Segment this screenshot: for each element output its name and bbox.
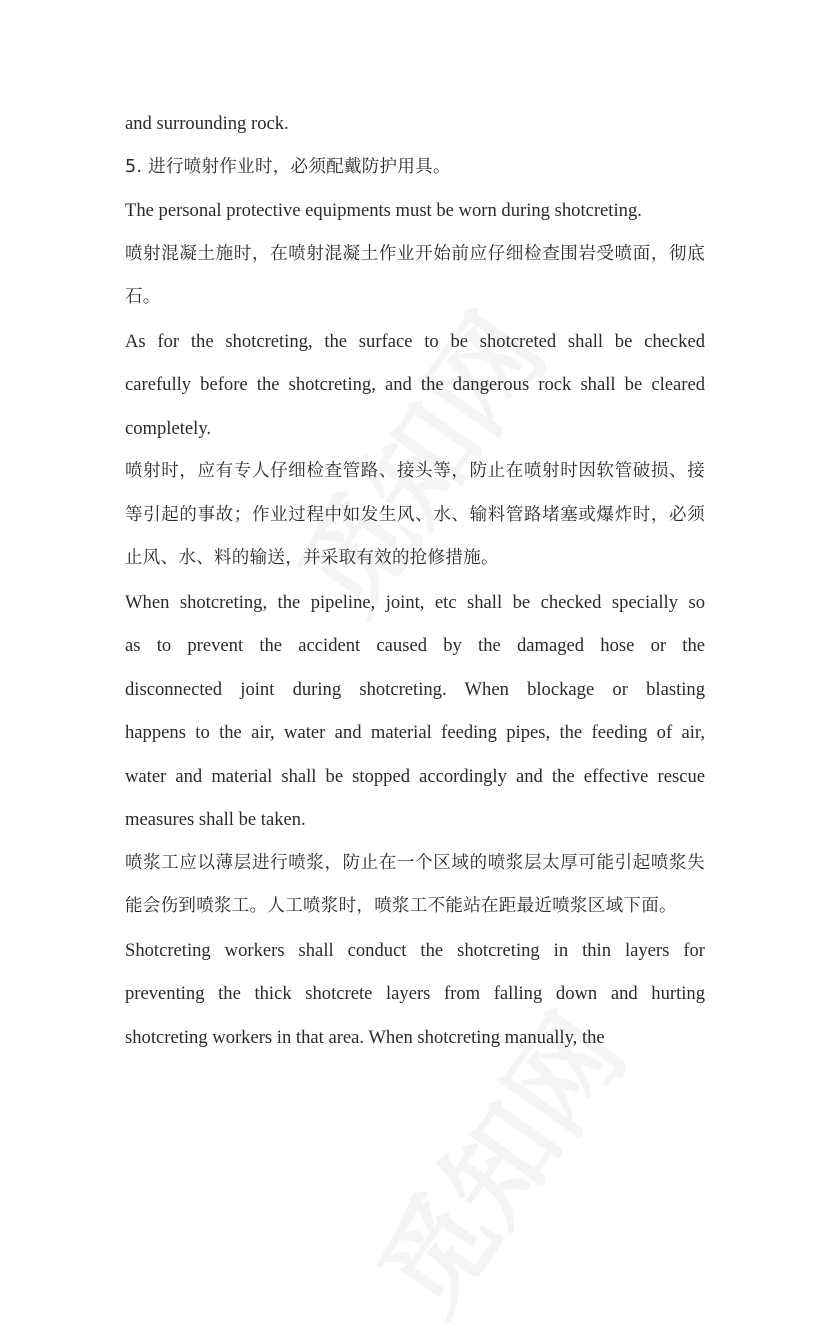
text-line: The personal protective equipments must be worn during shotcreting. xyxy=(125,200,642,221)
paragraph xyxy=(125,320,705,451)
text-line: carefully before the shotcreting, and the dangerous rock shall be cleared xyxy=(125,374,705,395)
text-line: 喷浆工应以薄层进行喷浆，防止在一个区域的喷浆层太厚可能引起喷浆失 xyxy=(125,852,705,873)
paragraph xyxy=(125,102,705,146)
text-line: preventing the thick shotcrete layers from falling down and hurting xyxy=(125,983,705,1004)
text-line: 5. 进行喷射作业时，必须配戴防护用具。 xyxy=(125,156,451,177)
text-line: shotcreting workers in that area. When shotcreting manually, the xyxy=(125,1026,605,1048)
paragraph xyxy=(125,929,705,1060)
text-line: As for the shotcreting, the surface to be shotcreted shall be checked xyxy=(125,330,705,352)
text-line: 等引起的事故；作业过程中如发生风、水、输料管路堵塞或爆炸时，必须 xyxy=(125,504,705,525)
text-line: and surrounding rock. xyxy=(125,113,289,134)
text-line: 能会伤到喷浆工。人工喷浆时，喷浆工不能站在距最近喷浆区域下面。 xyxy=(125,896,677,916)
paragraph xyxy=(125,189,705,233)
text-line: 喷射时，应有专人仔细检查管路、接头等，防止在喷射时因软管破损、接 xyxy=(125,461,705,481)
document-body xyxy=(125,102,705,1059)
text-line: 止风、水、料的输送，并采取有效的抢修措施。 xyxy=(125,548,499,568)
text-line: happens to the air, water and material feeding pipes, the feeding of air, xyxy=(125,722,705,743)
text-line: measures shall be taken. xyxy=(125,809,306,830)
text-line: disconnected joint during shotcreting. When blockage or blasting xyxy=(125,678,705,700)
text-line: completely. xyxy=(125,417,212,439)
text-line: as to prevent the accident caused by the damaged hose or the xyxy=(125,635,705,656)
paragraph xyxy=(125,233,705,320)
paragraph xyxy=(125,146,705,190)
text-line: 喷射混凝土施时，在喷射混凝土作业开始前应仔细检查围岩受喷面，彻底 xyxy=(125,243,705,264)
text-line: When shotcreting, the pipeline, joint, etc shall be checked specially so xyxy=(125,591,705,613)
paragraph xyxy=(125,450,705,581)
paragraph xyxy=(125,842,705,929)
text-line: water and material shall be stopped accordingly and the effective rescue xyxy=(125,765,705,787)
text-line: 石。 xyxy=(125,287,161,307)
paragraph xyxy=(125,581,705,842)
text-line: Shotcreting workers shall conduct the shotcreting in thin layers for xyxy=(125,939,705,961)
